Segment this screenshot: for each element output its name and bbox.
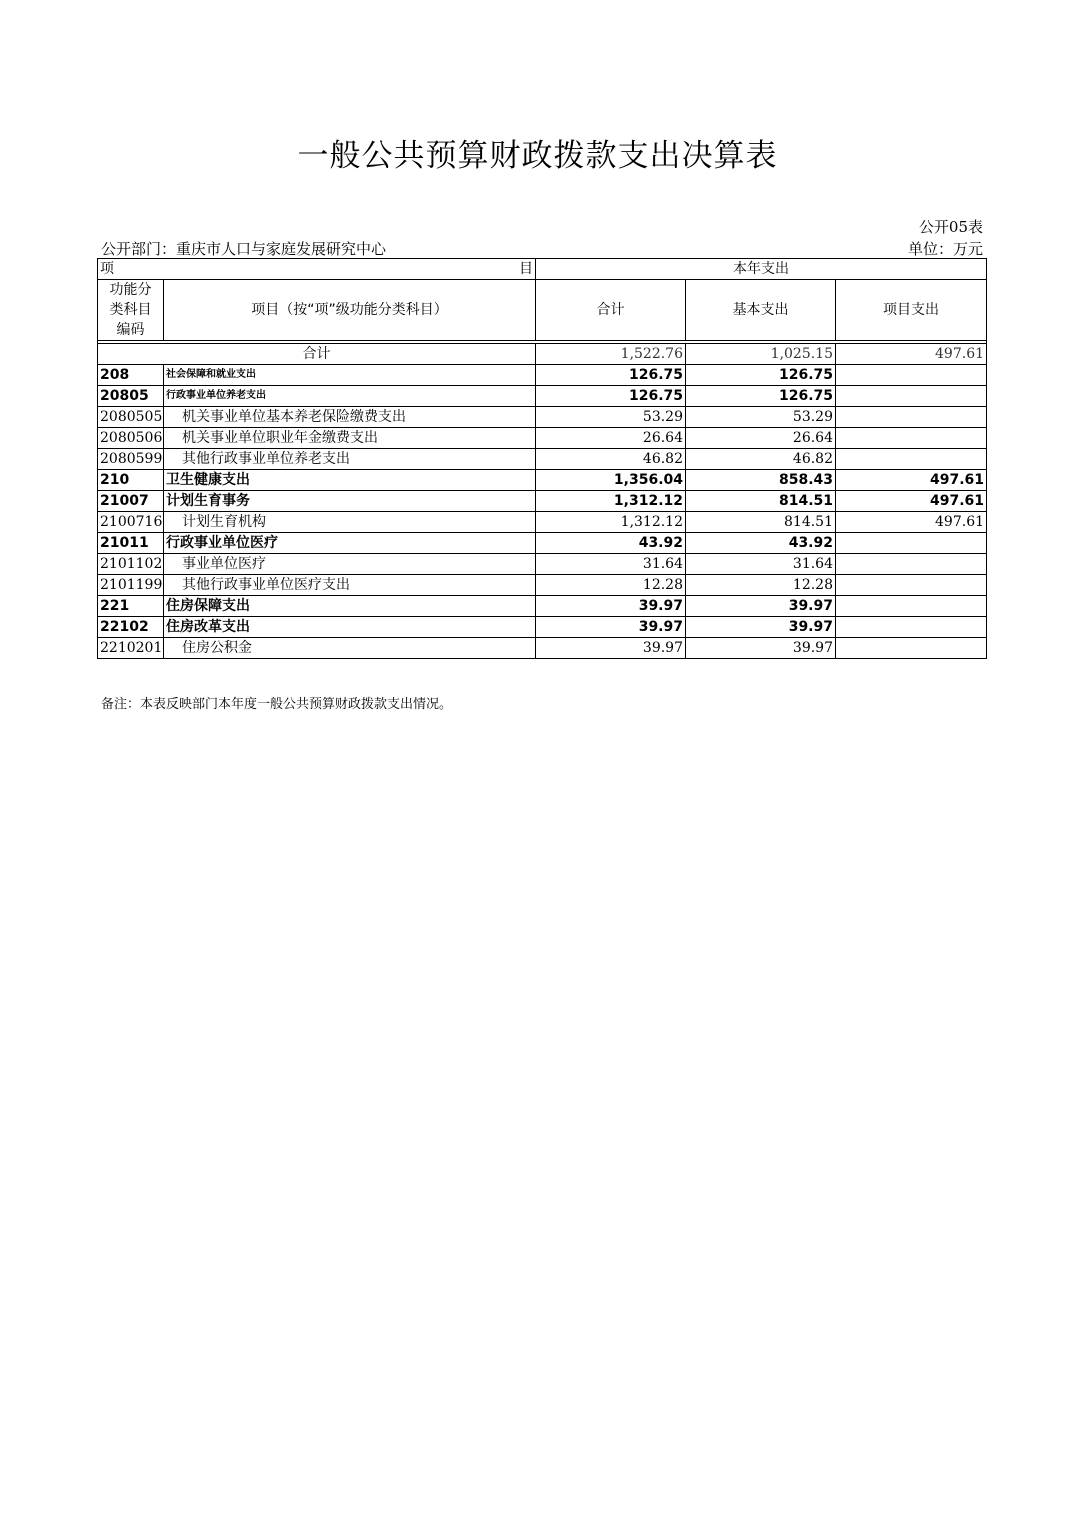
- row-basic: 26.64: [686, 428, 836, 449]
- row-basic: 39.97: [686, 596, 836, 617]
- row-project: [836, 533, 987, 554]
- total-row-total: 1,522.76: [536, 344, 686, 365]
- row-basic: 858.43: [686, 470, 836, 491]
- row-total: 39.97: [536, 596, 686, 617]
- row-name: 机关事业单位职业年金缴费支出: [164, 428, 536, 449]
- row-project: [836, 407, 987, 428]
- row-project: 497.61: [836, 512, 987, 533]
- total-col-header: 合计: [536, 280, 686, 341]
- row-total: 126.75: [536, 386, 686, 407]
- table-row: [98, 491, 987, 512]
- row-total: 46.82: [536, 449, 686, 470]
- row-basic: 814.51: [686, 512, 836, 533]
- row-basic: 43.92: [686, 533, 836, 554]
- row-project: [836, 449, 987, 470]
- table-row: [98, 554, 987, 575]
- row-total: 31.64: [536, 554, 686, 575]
- table-row: [98, 596, 987, 617]
- row-code: 20805: [98, 386, 164, 407]
- row-code: 2101102: [98, 554, 164, 575]
- table-row: [98, 470, 987, 491]
- row-code: 2210201: [98, 638, 164, 659]
- row-project: [836, 638, 987, 659]
- code-col-line-2: 类科目: [109, 302, 152, 318]
- budget-table: [97, 258, 987, 659]
- row-basic: 46.82: [686, 449, 836, 470]
- name-col-header: 项目（按“项”级功能分类科目）: [164, 280, 536, 341]
- row-basic: 126.75: [686, 386, 836, 407]
- row-basic: 39.97: [686, 638, 836, 659]
- row-project: 497.61: [836, 470, 987, 491]
- code-col-line-3: 编码: [116, 322, 145, 338]
- row-name: 事业单位医疗: [164, 554, 536, 575]
- page-title: 一般公共预算财政拨款支出决算表: [297, 138, 778, 174]
- row-name: 社会保障和就业支出: [164, 365, 536, 386]
- code-col-line-1: 功能分: [109, 282, 152, 298]
- row-code: 2080505: [98, 407, 164, 428]
- total-row-project: 497.61: [836, 344, 987, 365]
- unit-label: 单位：万元: [907, 240, 983, 258]
- row-name: 其他行政事业单位医疗支出: [164, 575, 536, 596]
- row-project: [836, 386, 987, 407]
- item-header-cell: [98, 259, 536, 280]
- row-code: 2100716: [98, 512, 164, 533]
- row-name: 行政事业单位养老支出: [164, 386, 536, 407]
- table-row: [98, 449, 987, 470]
- row-code: 2080599: [98, 449, 164, 470]
- table-row: [98, 638, 987, 659]
- row-name: 其他行政事业单位养老支出: [164, 449, 536, 470]
- row-total: 1,312.12: [536, 491, 686, 512]
- row-code: 21011: [98, 533, 164, 554]
- row-code: 22102: [98, 617, 164, 638]
- table-row: [98, 533, 987, 554]
- row-name: 卫生健康支出: [164, 470, 536, 491]
- row-project: [836, 554, 987, 575]
- row-basic: 31.64: [686, 554, 836, 575]
- row-code: 21007: [98, 491, 164, 512]
- row-code: 210: [98, 470, 164, 491]
- row-total: 1,312.12: [536, 512, 686, 533]
- row-code: 2101199: [98, 575, 164, 596]
- table-row: [98, 617, 987, 638]
- row-total: 12.28: [536, 575, 686, 596]
- row-total: 126.75: [536, 365, 686, 386]
- row-code: 2080506: [98, 428, 164, 449]
- basic-col-header: 基本支出: [686, 280, 836, 341]
- row-project: [836, 365, 987, 386]
- header-row-1: [98, 259, 987, 280]
- row-basic: 814.51: [686, 491, 836, 512]
- footnote: 备注：本表反映部门本年度一般公共预算财政拨款支出情况。: [101, 697, 453, 712]
- form-number: 公开05表: [918, 218, 983, 236]
- table-row: [98, 386, 987, 407]
- row-basic: 53.29: [686, 407, 836, 428]
- project-col-header: 项目支出: [836, 280, 987, 341]
- code-col-header: [98, 280, 164, 341]
- row-project: [836, 428, 987, 449]
- total-row-basic: 1,025.15: [686, 344, 836, 365]
- total-row-label: 合计: [98, 344, 536, 365]
- row-total: 39.97: [536, 638, 686, 659]
- item-header-left: 项: [100, 261, 114, 277]
- table-row: [98, 407, 987, 428]
- department-label: 公开部门：重庆市人口与家庭发展研究中心: [101, 240, 387, 258]
- row-name: 住房保障支出: [164, 596, 536, 617]
- row-basic: 39.97: [686, 617, 836, 638]
- row-total: 26.64: [536, 428, 686, 449]
- row-total: 1,356.04: [536, 470, 686, 491]
- total-row: [98, 344, 987, 365]
- row-project: [836, 596, 987, 617]
- row-project: [836, 575, 987, 596]
- table-row: [98, 428, 987, 449]
- table-row: [98, 365, 987, 386]
- row-total: 39.97: [536, 617, 686, 638]
- row-name: 住房改革支出: [164, 617, 536, 638]
- row-name: 机关事业单位基本养老保险缴费支出: [164, 407, 536, 428]
- row-name: 行政事业单位医疗: [164, 533, 536, 554]
- row-project: 497.61: [836, 491, 987, 512]
- row-code: 221: [98, 596, 164, 617]
- table-row: [98, 512, 987, 533]
- current-year-header: 本年支出: [536, 259, 987, 280]
- item-header-right: 目: [519, 261, 533, 277]
- row-total: 53.29: [536, 407, 686, 428]
- row-name: 计划生育机构: [164, 512, 536, 533]
- row-basic: 12.28: [686, 575, 836, 596]
- row-basic: 126.75: [686, 365, 836, 386]
- row-project: [836, 617, 987, 638]
- row-name: 计划生育事务: [164, 491, 536, 512]
- row-code: 208: [98, 365, 164, 386]
- row-name: 住房公积金: [164, 638, 536, 659]
- table-row: [98, 575, 987, 596]
- row-total: 43.92: [536, 533, 686, 554]
- header-row-2: [98, 280, 987, 341]
